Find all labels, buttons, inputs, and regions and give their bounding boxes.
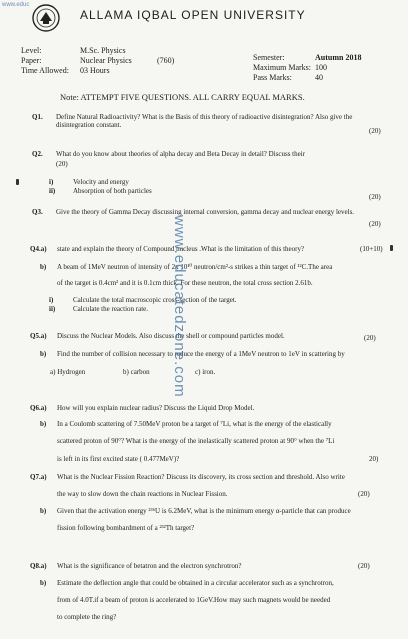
pass-marks-label: Pass Marks: — [253, 73, 292, 82]
q8-number: Q8.a) — [30, 562, 47, 570]
paper-value: Nuclear Physics — [80, 56, 132, 65]
q4b-number: b) — [40, 263, 47, 271]
q5b-text: Find the number of collision necessary to reduce the energy of a 1MeV neutron to 1eV in scattering by — [57, 350, 345, 358]
q4-ii-number: ii) — [49, 305, 56, 313]
q2-i-number: i) — [49, 178, 54, 186]
q5-number: Q5.a) — [30, 332, 47, 340]
level-value: M.Sc. Physics — [80, 46, 126, 55]
q5-option-c: c) iron. — [195, 368, 216, 376]
instruction-note: Note: ATTEMPT FIVE QUESTIONS. ALL CARRY EQUAL MARKS. — [60, 92, 305, 102]
q1-text: Define Natural Radioactivity? What is the Basis of this theory of radioactive disintegration? Also give the disintegration constant. — [56, 113, 353, 130]
q4-i-text: Calculate the total macroscopic cross-section of the target. — [73, 296, 237, 304]
q6b-line3: is left in its first excited state ( 0.477MeV)? — [57, 455, 180, 463]
q4-i-number: i) — [49, 296, 54, 304]
q7-number: Q7.a) — [30, 473, 47, 481]
q6b-line2: scattered proton of 90°? What is the energy of the inelastically scattered proton at 90° when the ⁷Li — [57, 437, 335, 445]
q5-option-b: b) carbon — [123, 368, 150, 376]
semester-value: Autumn 2018 — [315, 53, 362, 62]
q7b-line1: Given that the activation energy ²³⁶U is 6.2MeV, what is the minimum energy α-particle that can produce — [57, 507, 351, 515]
q2-i-text: Velocity and energy — [73, 178, 129, 186]
level-label: Level: — [21, 46, 42, 55]
q5b-number: b) — [40, 350, 47, 358]
site-watermark: www.educ — [2, 2, 30, 8]
q5-option-a: a) Hydrogen — [50, 368, 86, 376]
pass-marks-value: 40 — [315, 73, 323, 82]
semester-label: Semester: — [253, 53, 285, 62]
q2-marks: (20) — [369, 193, 381, 201]
q6a-text: How will you explain nuclear radius? Discuss the Liquid Drop Model. — [57, 404, 255, 412]
q2-ii-text: Absorption of both particles — [73, 187, 152, 195]
q8a-text: What is the significance of betatron and the electron synchrotron? — [57, 562, 242, 570]
q3-marks: (20) — [369, 220, 381, 228]
q4b-line1: A beam of 1MeV neutron of intensity of 2x 10¹⁰ neutron/cm²-s strikes a thin target of ¹²C.The area — [57, 263, 333, 271]
q8b-line2: from of 4.0T.if a beam of proton is accelerated to 1GeV.How may such magnets would be needed — [57, 596, 331, 604]
q3-text: Give the theory of Gamma Decay discussing internal conversion, gamma decay and nuclear energy levels. — [56, 208, 355, 216]
q3-number: Q3. — [32, 208, 43, 216]
q2-number: Q2. — [32, 150, 43, 158]
time-value: 03 Hours — [80, 66, 110, 75]
binding-hole-mark — [16, 179, 19, 185]
q8b-number: b) — [40, 579, 47, 587]
q6b-line1: In a Coulomb scattering of 7.50MeV proton be a target of ⁷Li, what is the energy of the elastically — [57, 420, 332, 428]
q7b-line2: fission following bombardment of a ²³²Th target? — [57, 524, 195, 532]
q8a-marks: (20) — [358, 562, 370, 570]
q7b-number: b) — [40, 507, 47, 515]
q4-ii-text: Calculate the reaction rate. — [73, 305, 149, 313]
q2-ii-number: ii) — [49, 187, 56, 195]
q7a-line2: the way to slow down the chain reactions in Nuclear Fission. — [57, 490, 228, 498]
q4b-line2: of the target is 0.4cm² and it is 0.1cm thick. For these neutron, the total cross section 2.61b. — [57, 279, 313, 287]
q2-text: What do you know about theories of alpha decay and Beta Decay in detail? Discuss their — [56, 150, 306, 158]
q4-number: Q4.a) — [30, 245, 47, 253]
q1-marks: (20) — [369, 127, 381, 135]
q2-marks-inline: (20) — [56, 160, 68, 168]
q1-number: Q1. — [32, 113, 43, 121]
q8b-line1: Estimate the deflection angle that could be obtained in a circular accelerator such as a synchrotron, — [57, 579, 334, 587]
q5a-text: Discuss the Nuclear Models. Also discuss the shell or compound particles model. — [57, 332, 285, 340]
max-marks-value: 100 — [315, 63, 327, 72]
time-label: Time Allowed: — [21, 66, 69, 75]
q6b-number: b) — [40, 420, 47, 428]
vertical-watermark: www.educatedzone.com — [171, 215, 188, 398]
binding-hole-mark — [390, 245, 393, 251]
q8b-line3: to complete the ring? — [57, 613, 117, 621]
max-marks-label: Maximum Marks: — [253, 63, 311, 72]
q7a-line1: What is the Nuclear Fission Reaction? Discuss its discovery, its cross section and threshold. Also write — [57, 473, 345, 481]
q4a-marks: (10+10) — [360, 245, 383, 253]
paper-label: Paper: — [21, 56, 42, 65]
q7a-marks: (20) — [358, 490, 370, 498]
paper-code: (760) — [157, 56, 175, 65]
university-name: ALLAMA IQBAL OPEN UNIVERSITY — [80, 8, 306, 22]
q6-marks: 20) — [369, 455, 379, 463]
q6-number: Q6.a) — [30, 404, 47, 412]
university-logo — [31, 3, 61, 33]
q4a-text: state and explain the theory of Compound nucleus .What is the limitation of this theory? — [57, 245, 305, 253]
q5a-marks: (20) — [364, 334, 376, 342]
